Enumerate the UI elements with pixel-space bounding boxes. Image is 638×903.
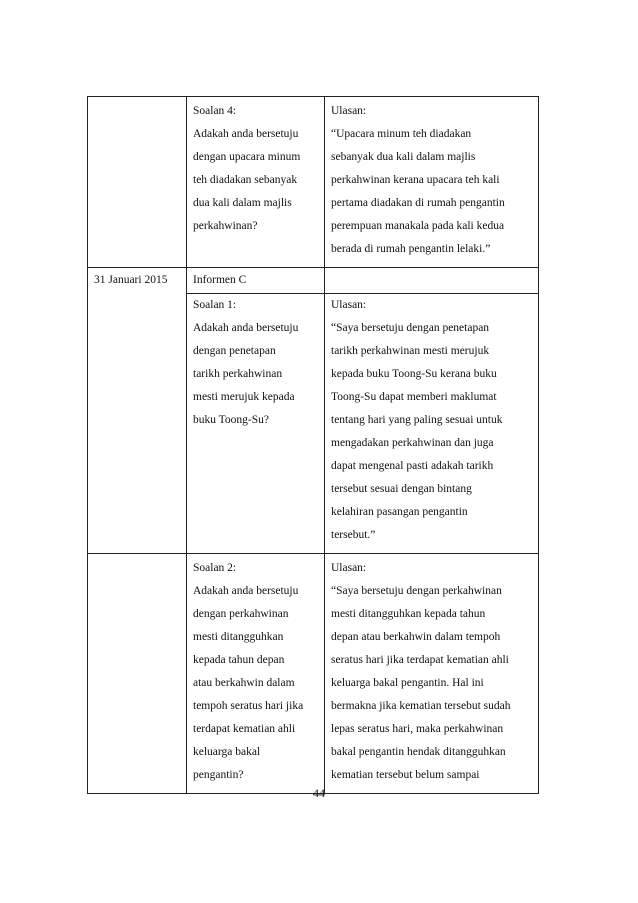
answer-line: pertama diadakan di rumah pengantin <box>331 197 505 209</box>
question-line: Soalan 1: <box>193 299 237 311</box>
question-line: dua kali dalam majlis <box>193 197 292 209</box>
informant-cell <box>187 268 325 294</box>
question-line: Adakah anda bersetuju <box>193 128 299 140</box>
answer-line: sebanyak dua kali dalam majlis <box>331 151 476 163</box>
answer-line: kepada buku Toong-Su kerana buku <box>331 368 497 380</box>
answer-line: tersebut.” <box>331 529 376 541</box>
answer-line: perempuan manakala pada kali kedua <box>331 220 505 232</box>
table-row <box>88 268 539 294</box>
interview-table <box>87 96 539 794</box>
answer-line: Ulasan: <box>331 299 367 311</box>
answer-line: berada di rumah pengantin lelaki.” <box>331 243 491 255</box>
answer-line: mesti ditangguhkan kepada tahun <box>331 608 486 620</box>
answer-line: Toong-Su dapat memberi maklumat <box>331 391 497 403</box>
answer-cell <box>325 294 539 554</box>
question-line: atau berkahwin dalam <box>193 677 295 689</box>
question-line: keluarga bakal <box>193 746 261 758</box>
empty-cell <box>325 268 539 294</box>
interview-date: 31 Januari 2015 <box>94 274 168 286</box>
date-cell <box>88 554 187 794</box>
answer-line: “Upacara minum teh diadakan <box>331 128 472 140</box>
date-cell <box>88 97 187 268</box>
question-line: Soalan 4: <box>193 105 237 117</box>
answer-line: mengadakan perkahwinan dan juga <box>331 437 494 449</box>
page-number: 44 <box>313 786 325 800</box>
question-cell <box>187 294 325 554</box>
answer-line: kematian tersebut belum sampai <box>331 769 480 781</box>
answer-line: keluarga bakal pengantin. Hal ini <box>331 677 484 689</box>
answer-line: perkahwinan kerana upacara teh kali <box>331 174 500 186</box>
question-line: dengan penetapan <box>193 345 276 357</box>
question-cell <box>187 97 325 268</box>
question-line: dengan upacara minum <box>193 151 301 163</box>
answer-line: tentang hari yang paling sesuai untuk <box>331 414 503 426</box>
question-line: buku Toong-Su? <box>193 414 269 426</box>
answer-line: “Saya bersetuju dengan penetapan <box>331 322 490 334</box>
question-line: pengantin? <box>193 769 244 781</box>
question-line: mesti merujuk kepada <box>193 391 295 403</box>
question-line: kepada tahun depan <box>193 654 285 666</box>
question-line: tempoh seratus hari jika <box>193 700 304 712</box>
answer-line: bermakna jika kematian tersebut sudah <box>331 700 511 712</box>
answer-line: dapat mengenal pasti adakah tarikh <box>331 460 494 472</box>
question-line: perkahwinan? <box>193 220 258 232</box>
question-cell <box>187 554 325 794</box>
question-line: Soalan 2: <box>193 562 237 574</box>
answer-line: depan atau berkahwin dalam tempoh <box>331 631 501 643</box>
table-row <box>88 554 539 794</box>
answer-line: “Saya bersetuju dengan perkahwinan <box>331 585 502 597</box>
answer-cell <box>325 97 539 268</box>
answer-line: seratus hari jika terdapat kematian ahli <box>331 654 509 666</box>
question-line: Adakah anda bersetuju <box>193 585 299 597</box>
informant-label: Informen C <box>193 274 247 286</box>
answer-line: tarikh perkahwinan mesti merujuk <box>331 345 490 357</box>
table-row <box>88 97 539 268</box>
answer-line: lepas seratus hari, maka perkahwinan <box>331 723 504 735</box>
question-line: mesti ditangguhkan <box>193 631 284 643</box>
answer-line: kelahiran pasangan pengantin <box>331 506 468 518</box>
answer-line: Ulasan: <box>331 105 367 117</box>
answer-line: tersebut sesuai dengan bintang <box>331 483 472 495</box>
answer-line: Ulasan: <box>331 562 367 574</box>
date-cell <box>88 268 187 554</box>
answer-line: bakal pengantin hendak ditangguhkan <box>331 746 506 758</box>
question-line: teh diadakan sebanyak <box>193 174 298 186</box>
question-line: dengan perkahwinan <box>193 608 289 620</box>
question-line: Adakah anda bersetuju <box>193 322 299 334</box>
question-line: terdapat kematian ahli <box>193 723 296 735</box>
answer-cell <box>325 554 539 794</box>
question-line: tarikh perkahwinan <box>193 368 283 380</box>
